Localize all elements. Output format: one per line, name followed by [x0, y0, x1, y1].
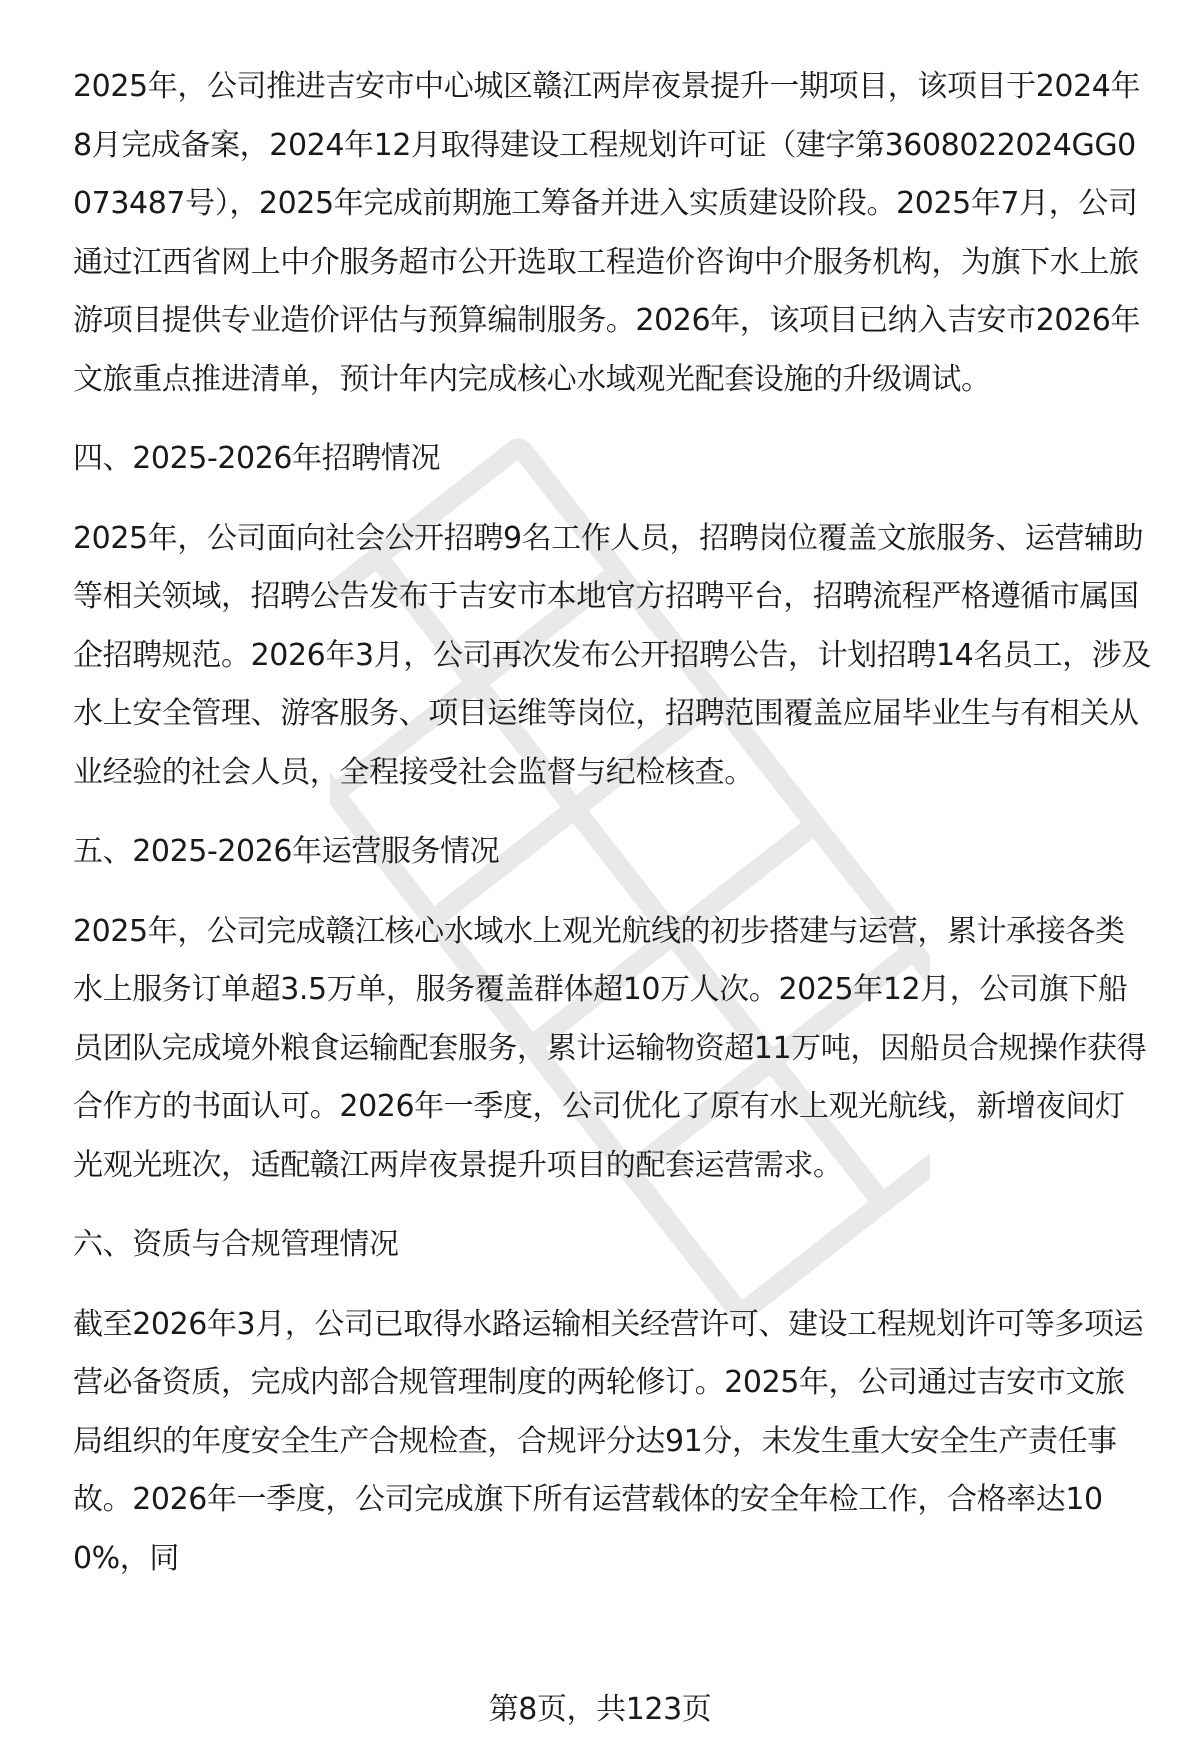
section-heading-recruitment: 四、2025-2026年招聘情况 [73, 441, 441, 476]
paragraph-project-progress: 2025年，公司推进吉安市中心城区赣江两岸夜景提升一期项目，该项目于2024年8月完成备案，2024年12月取得建设工程规划许可证（建字第3608022024GG0073487号），2025年完成前期施工筹备并进入实质建设阶段。2025年7月，公司通过江西省网上中介服务超市公开选取工程造价咨询中介服务机构，为旗下水上旅游项目提供专业造价评估与预算编制服务。2026年，该项目已纳入吉安市2026年文旅重点推进清单，预计年内完成核心水域观光配套设施的升级调试。 [73, 69, 1141, 397]
paragraph-recruitment: 2025年，公司面向社会公开招聘9名工作人员，招聘岗位覆盖文旅服务、运营辅助等相关领域，招聘公告发布于吉安市本地官方招聘平台，招聘流程严格遵循市属国企招聘规范。2026年3月，公司再次发布公开招聘公告，计划招聘14名员工，涉及水上安全管理、游客服务、项目运维等岗位，招聘范围覆盖应届毕业生与有相关从业经验的社会人员，全程接受社会监督与纪检核查。 [73, 520, 1152, 790]
document-page [73, 58, 1153, 1588]
section-heading-compliance: 六、资质与合规管理情况 [73, 1227, 399, 1262]
page-number-footer: 第8页，共123页 [488, 1692, 712, 1727]
paragraph-operations: 2025年，公司完成赣江核心水域水上观光航线的初步搭建与运营，累计承接各类水上服务订单超3.5万单，服务覆盖群体超10万人次。2025年12月，公司旗下船员团队完成境外粮食运输配套服务，累计运输物资超11万吨，因船员合规操作获得合作方的书面认可。2026年一季度，公司优化了原有水上观光航线，新增夜间灯光观光班次，适配赣江两岸夜景提升项目的配套运营需求。 [73, 913, 1147, 1183]
paragraph-compliance: 截至2026年3月，公司已取得水路运输相关经营许可、建设工程规划许可等多项运营必备资质，完成内部合规管理制度的两轮修订。2025年，公司通过吉安市文旅局组织的年度安全生产合规检查，合规评分达91分，未发生重大安全生产责任事故。2026年一季度，公司完成旗下所有运营载体的安全年检工作，合格率达100%，同 [73, 1306, 1144, 1576]
section-heading-operations: 五、2025-2026年运营服务情况 [73, 834, 500, 869]
